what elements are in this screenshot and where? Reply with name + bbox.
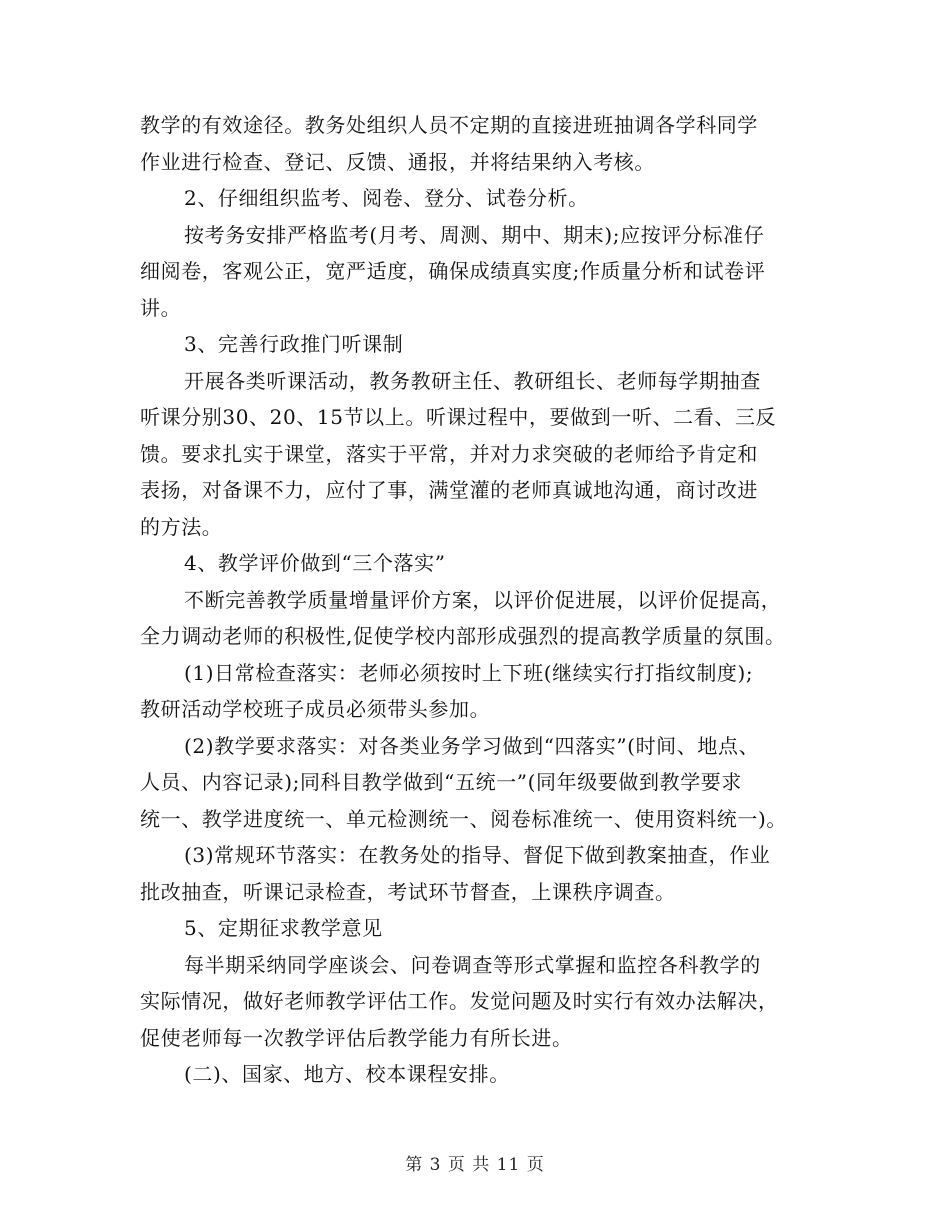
section-heading: 5、定期征求教学意见 — [184, 916, 383, 940]
paragraph-start: 不断完善教学质量增量评价方案，以评价促进展，以评价促提高， — [184, 587, 782, 612]
paragraph-start: (3)常规环节落实：在教务处的指导、督促下做到教案抽查，作业 — [184, 843, 771, 867]
text-line: 教学的有效途径。教务处组织人员不定期的直接进班抽调各学科同学 — [140, 113, 758, 137]
paragraph-start: 按考务安排严格监考(月考、周测、期中、期末);应按评分标准仔 — [184, 222, 765, 247]
text-line: 批改抽查，听课记录检查，考试环节督查，上课秩序调查。 — [140, 879, 676, 904]
paragraph-start: 开展各类听课活动，教务教研主任、教研组长、老师每学期抽查 — [184, 368, 761, 393]
text-line: 听课分别30、20、15节以上。听课过程中，要做到一听、二看、三反 — [140, 405, 777, 429]
paragraph-start: (2)教学要求落实：对各类业务学习做到“四落实”(时间、地点、 — [184, 733, 760, 758]
paragraph-start: 每半期采纳同学座谈会、问卷调查等形式掌握和监控各科教学的 — [184, 952, 761, 977]
body-text — [140, 107, 830, 1093]
section-heading: (二)、国家、地方、校本课程安排。 — [184, 1062, 510, 1086]
text-line: 教研活动学校班子成员必须带头参加。 — [140, 697, 491, 721]
text-line: 作业进行检查、登记、反馈、通报，并将结果纳入考核。 — [140, 149, 655, 174]
section-heading: 4、教学评价做到“三个落实” — [184, 551, 446, 575]
text-line: 表扬，对备课不力，应付了事，满堂灌的老师真诚地沟通，商讨改进 — [140, 478, 758, 502]
text-line: 的方法。 — [140, 514, 223, 539]
section-heading: 3、完善行政推门听课制 — [184, 332, 404, 356]
text-line: 馈。要求扎实于课堂，落实于平常，并对力求突破的老师给予肯定和 — [140, 441, 758, 466]
section-heading: 2、仔细组织监考、阅卷、登分、试卷分析。 — [184, 186, 589, 210]
text-line: 实际情况，做好老师教学评估工作。发觉问题及时实行有效办法解决， — [140, 989, 779, 1013]
page-number: 第 3 页 共 11 页 — [405, 1155, 545, 1175]
text-line: 全力调动老师的积极性,促使学校内部形成强烈的提高教学质量的氛围。 — [140, 624, 786, 648]
text-line: 讲。 — [140, 295, 182, 320]
text-line: 促使老师每一次教学评估后教学能力有所长进。 — [140, 1025, 573, 1050]
text-line: 细阅卷，客观公正，宽严适度，确保成绩真实度;作质量分析和试卷评 — [140, 259, 766, 283]
text-line: 人员、内容记录);同科目教学做到“五统一”(同年级要做到教学要求 — [140, 770, 742, 794]
text-line: 统一、教学进度统一、单元检测统一、阅卷标准统一、使用资料统一)。 — [140, 806, 788, 831]
paragraph-start: (1)日常检查落实：老师必须按时上下班(继续实行打指纹制度); — [184, 660, 754, 685]
